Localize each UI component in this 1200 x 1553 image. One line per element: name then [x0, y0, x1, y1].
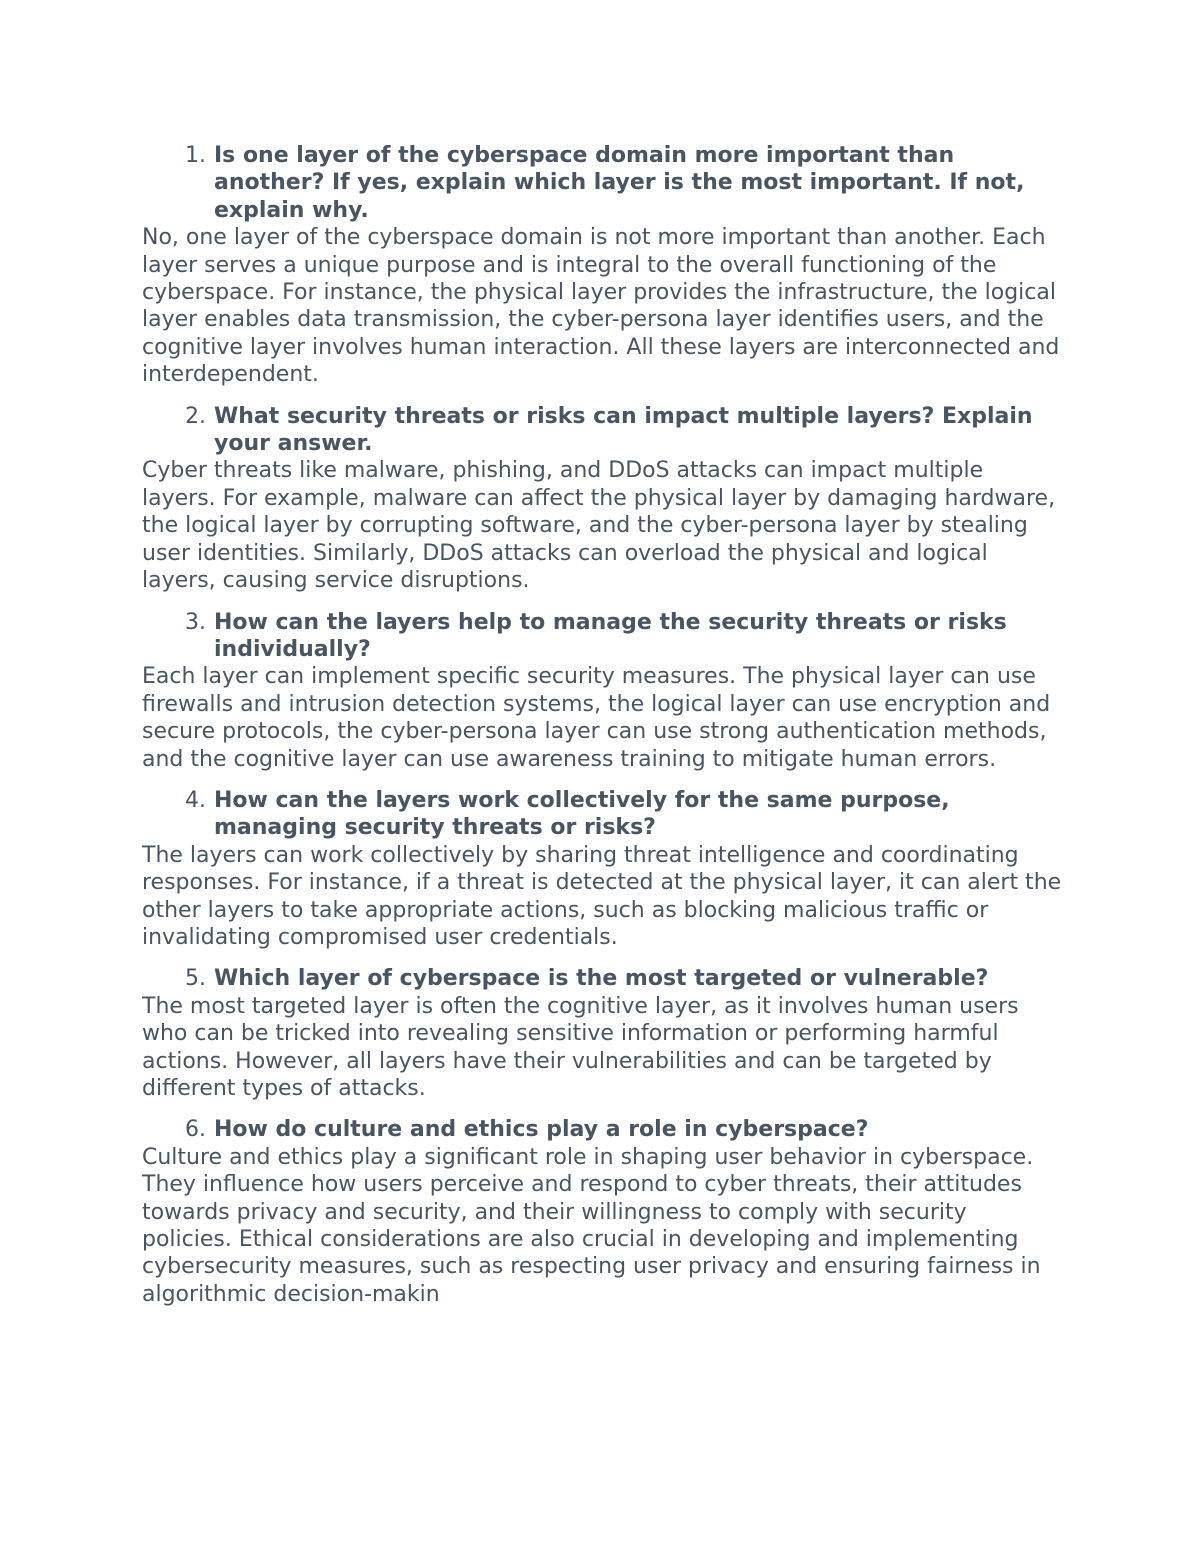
answer-paragraph: Culture and ethics play a significant role in shaping user behavior in cyberspace. They influence how users perceive and respond to cyber threats, their attitudes towards privacy and security, and their willingness to comply with security policies. Ethical considerations are also crucial in developing and implementing cybersecurity measures, such as respecting user privacy and ensuring fairness in algorithmic decision-makin: [142, 1144, 1041, 1307]
question-heading: [142, 965, 1062, 992]
question-heading: [142, 1116, 1062, 1143]
question-text: Which layer of cyberspace is the most targeted or vulnerable?: [214, 966, 989, 992]
question-heading: [142, 142, 1062, 224]
qa-item-6: [142, 1116, 1062, 1308]
qa-item-2: [142, 403, 1062, 595]
question-text: How can the layers work collectively for the same purpose, managing security threats or risks?: [214, 787, 950, 841]
list-number: 3.: [185, 609, 206, 635]
question-text: How do culture and ethics play a role in cyberspace?: [214, 1117, 869, 1143]
answer-paragraph: No, one layer of the cyberspace domain is not more important than another. Each layer serves a unique purpose and is integral to the overall functioning of the cyberspace. For instance, the physical layer provides the infrastructure, the logical layer enables data transmission, the cyber-persona layer identifies users, and the cognitive layer involves human interaction. All these layers are interconnected and interdependent.: [142, 225, 1060, 388]
answer-paragraph: Cyber threats like malware, phishing, and DDoS attacks can impact multiple layers. For example, malware can affect the physical layer by damaging hardware, the logical layer by corrupting software, and the cyber-persona layer by stealing user identities. Similarly, DDoS attacks can overload the physical and logical layers, causing service disruptions.: [142, 458, 1056, 594]
qa-item-5: [142, 965, 1062, 1102]
list-number: 1.: [185, 143, 206, 168]
list-number: 6.: [185, 1117, 206, 1143]
answer-paragraph: The layers can work collectively by sharing threat intelligence and coordinating responses. For instance, if a threat is detected at the physical layer, it can alert the other layers to take appropriate actions, such as blocking malicious traffic or invalidating compromised user credentials.: [142, 842, 1062, 950]
qa-item-4: [142, 787, 1062, 951]
question-heading: [142, 403, 1062, 458]
question-heading: [142, 609, 1062, 664]
document-page: [142, 142, 1062, 1322]
question-text: Is one layer of the cyberspace domain more important than another? If yes, explain which layer is the most important. If not, explain why.: [214, 143, 1025, 223]
list-number: 4.: [185, 787, 206, 813]
answer-paragraph: The most targeted layer is often the cognitive layer, as it involves human users who can be tricked into revealing sensitive information or performing harmful actions. However, all layers have their vulnerabilities and can be targeted by different types of attacks.: [142, 993, 1019, 1101]
list-number: 5.: [185, 966, 206, 992]
qa-item-3: [142, 609, 1062, 773]
question-text: What security threats or risks can impact multiple layers? Explain your answer.: [214, 403, 1033, 457]
question-text: How can the layers help to manage the security threats or risks individually?: [214, 609, 1007, 662]
question-heading: [142, 787, 1062, 842]
answer-paragraph: Each layer can implement specific security measures. The physical layer can use firewalls and intrusion detection systems, the logical layer can use encryption and secure protocols, the cyber-persona layer can use strong authentication methods, and the cognitive layer can use awareness training to mitigate human errors.: [142, 664, 1051, 772]
qa-item-1: [142, 142, 1062, 389]
list-number: 2.: [185, 403, 206, 429]
